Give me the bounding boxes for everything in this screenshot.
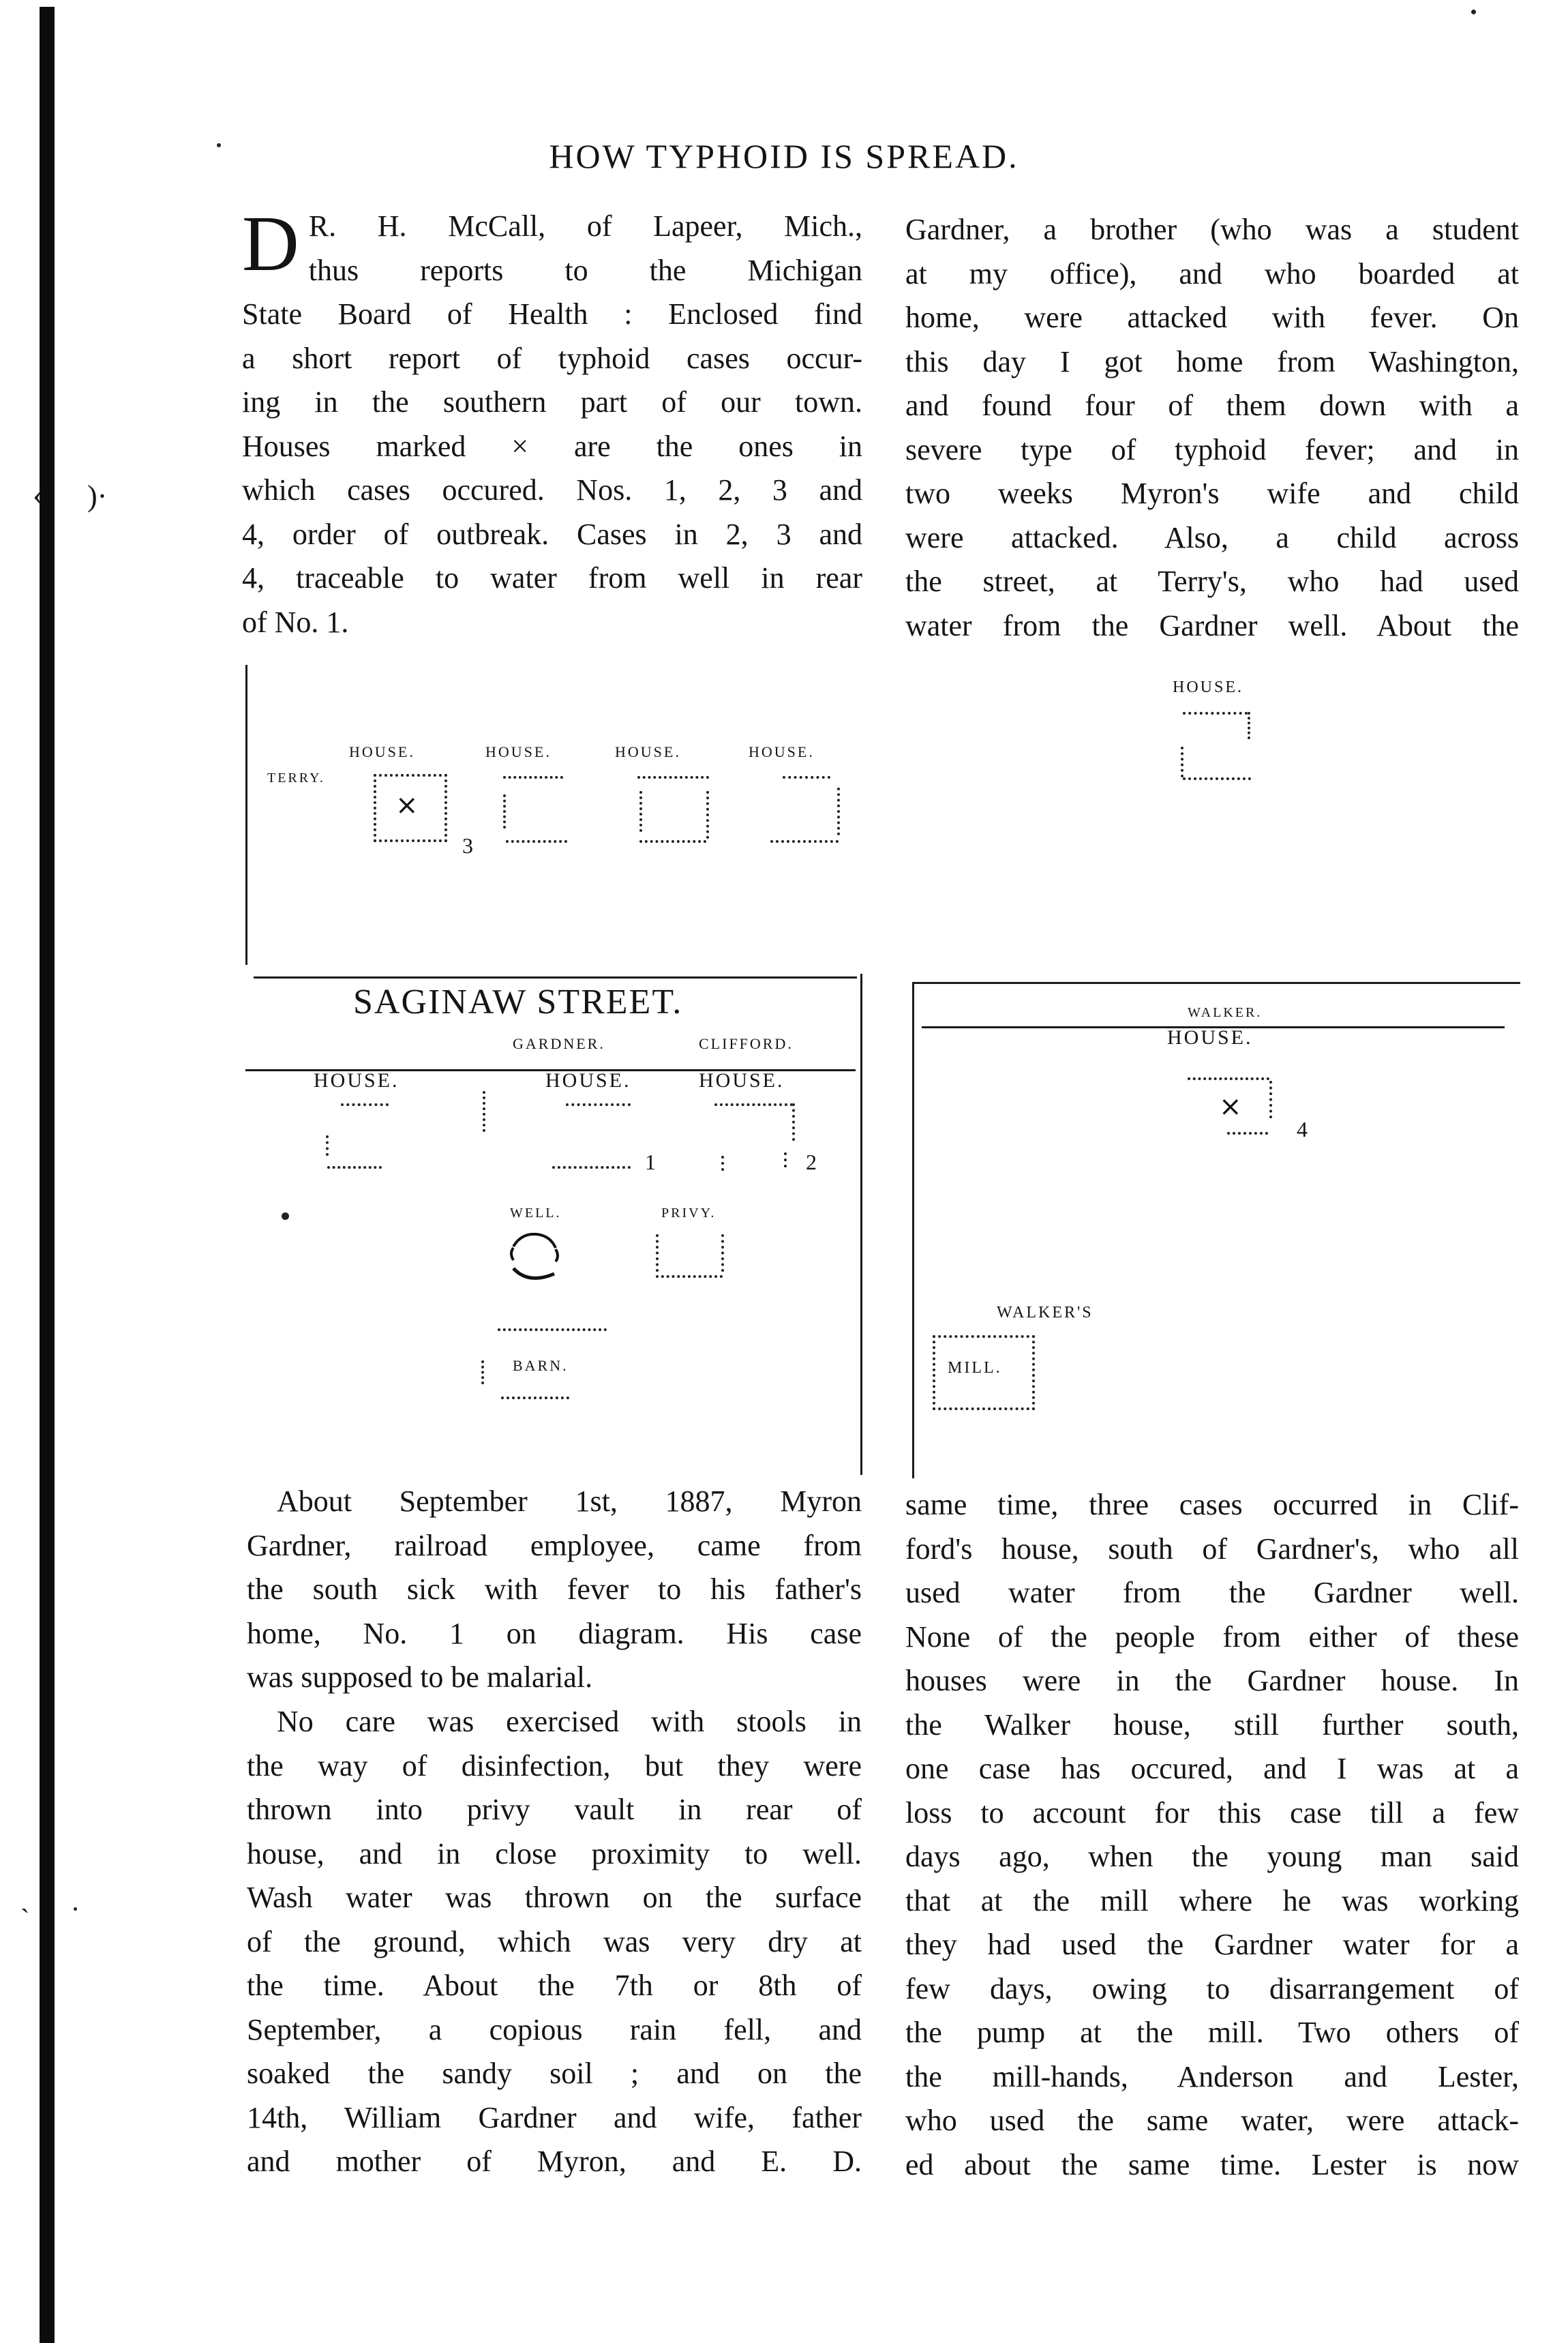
clifford-house — [792, 1103, 795, 1141]
text-line: water from the Gardner well. About the — [905, 608, 1519, 642]
barn-outline — [501, 1397, 569, 1399]
house-outline — [770, 840, 839, 843]
history-paragraph-2 — [247, 1700, 862, 2184]
text-line: was supposed to be malarial. — [247, 1660, 593, 1694]
text-line: the way of disinfection, but they were — [247, 1748, 862, 1782]
text-line: they had used the Gardner water for a — [905, 1928, 1519, 1961]
speck — [282, 1212, 289, 1220]
text-line: that at the mill where he was working — [905, 1883, 1519, 1917]
walker-house — [1188, 1077, 1269, 1080]
text-line: ed about the same time. Lester is now — [905, 2147, 1519, 2181]
house-outline — [639, 840, 706, 843]
outbreak-number: 3 — [462, 833, 473, 858]
house-label: HOUSE. — [314, 1069, 399, 1092]
text-line: R. H. McCall, of Lapeer, Mich., — [308, 209, 862, 243]
text-line: ford's house, south of Gardner's, who all — [905, 1532, 1519, 1566]
case-mark: × — [395, 790, 419, 821]
article-title: HOW TYPHOID IS SPREAD. — [549, 137, 1019, 175]
walker-house — [1227, 1132, 1268, 1135]
house-label: HOUSE. — [699, 1069, 785, 1092]
text-line: loss to account for this case till a few — [905, 1795, 1519, 1830]
walker-label: WALKER. — [1188, 1005, 1263, 1020]
text-line: Gardner, a brother (who was a student — [905, 213, 1519, 246]
text-line: 14th, William Gardner and wife, father — [247, 2100, 862, 2134]
margin-mark: )· — [87, 479, 108, 513]
text-line: 4, traceable to water from well in rear — [242, 561, 862, 595]
outbreak-number: 4 — [1297, 1117, 1308, 1141]
clifford-house — [784, 1152, 787, 1167]
text-line: which cases occured. Nos. 1, 2, 3 and — [242, 473, 862, 507]
barn-outline — [498, 1328, 607, 1331]
text-line: State Board of Health : Enclosed find — [242, 297, 862, 331]
text-line: 4, order of outbreak. Cases in 2, 3 and — [242, 517, 862, 551]
house-outline — [637, 776, 709, 779]
street-line — [860, 974, 862, 1475]
well-icon — [501, 1227, 569, 1289]
text-line: the mill-hands, Anderson and Lester, — [905, 2059, 1519, 2093]
house-outline — [483, 1091, 485, 1132]
street-line — [254, 976, 857, 979]
drop-cap: D — [242, 200, 299, 288]
scan-edge-bar — [40, 7, 55, 2343]
house-outline — [837, 788, 840, 835]
text-line: this day I got home from Washington, — [905, 344, 1519, 378]
text-line: About September 1st, 1887, Myron — [277, 1484, 862, 1518]
text-line: who used the same water, were attack- — [905, 2104, 1519, 2137]
case-mark: × — [1219, 1091, 1242, 1122]
continued-paragraph — [905, 208, 1519, 648]
house-label: HOUSE. — [749, 743, 815, 760]
house-outline — [326, 1135, 329, 1156]
privy-outline — [656, 1275, 723, 1278]
text-line: a short report of typhoid cases occur- — [242, 341, 862, 375]
text-line: few days, owing to disarrangement of — [905, 1971, 1519, 2005]
text-line: were attacked. Also, a child across — [905, 520, 1519, 554]
house-outline — [506, 840, 567, 843]
outbreak-number: 2 — [806, 1150, 817, 1174]
house-label: HOUSE. — [485, 743, 552, 760]
walker-house — [1269, 1081, 1272, 1118]
text-line: soaked the sandy soil ; and on the — [247, 2057, 862, 2090]
mill-label: MILL. — [948, 1359, 1002, 1377]
text-line: No care was exercised with stools in — [277, 1705, 862, 1738]
text-line: home, No. 1 on diagram. His case — [247, 1616, 862, 1650]
text-line: and found four of them down with a — [905, 389, 1519, 422]
text-line: the south sick with fever to his father's — [247, 1572, 862, 1606]
text-line: Houses marked × are the ones in — [242, 429, 862, 463]
well-label: WELL. — [510, 1206, 562, 1221]
house-label: HOUSE. — [1173, 678, 1244, 696]
text-line: the time. About the 7th or 8th of — [247, 1969, 862, 2002]
outbreak-number: 1 — [645, 1150, 656, 1174]
text-line: one case has occured, and I was at a — [905, 1752, 1519, 1785]
house-outline — [503, 776, 563, 779]
text-line: Wash water was thrown on the surface — [247, 1881, 862, 1914]
clifford-house — [721, 1156, 724, 1171]
terry-label: TERRY. — [267, 771, 325, 786]
barn-label: BARN. — [513, 1357, 569, 1374]
text-line: thrown into privy vault in rear of — [247, 1793, 862, 1826]
gardner-house — [552, 1166, 631, 1169]
barn-outline — [481, 1360, 484, 1384]
house-label: HOUSE. — [615, 743, 681, 760]
house-outline — [783, 776, 830, 779]
house-outline — [1183, 777, 1251, 780]
street-line — [914, 982, 1520, 984]
continued-paragraph-2 — [905, 1483, 1519, 2187]
margin-mark: ‹ — [33, 478, 43, 511]
text-line: house, and in close proximity to well. — [247, 1836, 862, 1870]
text-line: home, were attacked with fever. On — [905, 301, 1519, 334]
house-label: HOUSE. — [1167, 1026, 1253, 1049]
intro-paragraph — [242, 200, 862, 644]
lot-line — [912, 982, 914, 1478]
text-line: two weeks Myron's wife and child — [905, 477, 1519, 510]
privy-outline — [656, 1234, 659, 1272]
house-outline — [1181, 747, 1183, 777]
street-label: SAGINAW STREET. — [353, 983, 683, 1021]
clifford-house — [714, 1103, 793, 1106]
text-line: of No. 1. — [242, 605, 349, 639]
history-paragraph-1 — [247, 1480, 862, 1700]
text-line: and mother of Myron, and E. D. — [247, 2145, 862, 2178]
gardner-label: GARDNER. — [513, 1035, 605, 1052]
text-line: used water from the Gardner well. — [905, 1576, 1519, 1609]
house-outline — [503, 794, 506, 829]
text-line: at my office), and who boarded at — [905, 256, 1519, 290]
house-label: HOUSE. — [349, 743, 415, 760]
text-line: of the ground, which was very dry at — [247, 1924, 862, 1958]
text-line: ing in the southern part of our town. — [242, 385, 862, 419]
privy-label: PRIVY. — [661, 1206, 717, 1221]
text-line: Gardner, railroad employee, came from — [247, 1528, 862, 1562]
margin-mark: ˋ — [20, 1903, 30, 1934]
text-line: same time, three cases occurred in Clif- — [905, 1488, 1519, 1521]
clifford-label: CLIFFORD. — [699, 1035, 794, 1052]
gardner-house — [566, 1103, 631, 1106]
house-outline — [1248, 712, 1250, 739]
lot-line — [245, 665, 247, 965]
text-line: the Walker house, still further south, — [905, 1707, 1519, 1742]
text-line: the pump at the mill. Two others of — [905, 2016, 1519, 2049]
privy-outline — [721, 1234, 724, 1272]
text-line: days ago, when the young man said — [905, 1840, 1519, 1873]
text-line: the street, at Terry's, who had used — [905, 565, 1519, 598]
speck — [1471, 10, 1476, 14]
house-outline — [639, 791, 642, 832]
text-line: September, a copious rain fell, and — [247, 2012, 862, 2046]
text-line: thus reports to the Michigan — [308, 253, 862, 287]
text-line: houses were in the Gardner house. In — [905, 1664, 1519, 1697]
house-outline — [341, 1103, 389, 1106]
house-outline — [706, 791, 709, 839]
house-label: HOUSE. — [545, 1069, 631, 1092]
text-line: severe type of typhoid fever; and in — [905, 432, 1519, 466]
text-line: None of the people from either of these — [905, 1620, 1519, 1654]
house-outline — [1183, 712, 1248, 715]
speck — [74, 1907, 77, 1911]
walkers-mill-label: WALKER'S — [997, 1304, 1094, 1322]
house-outline — [327, 1166, 382, 1169]
